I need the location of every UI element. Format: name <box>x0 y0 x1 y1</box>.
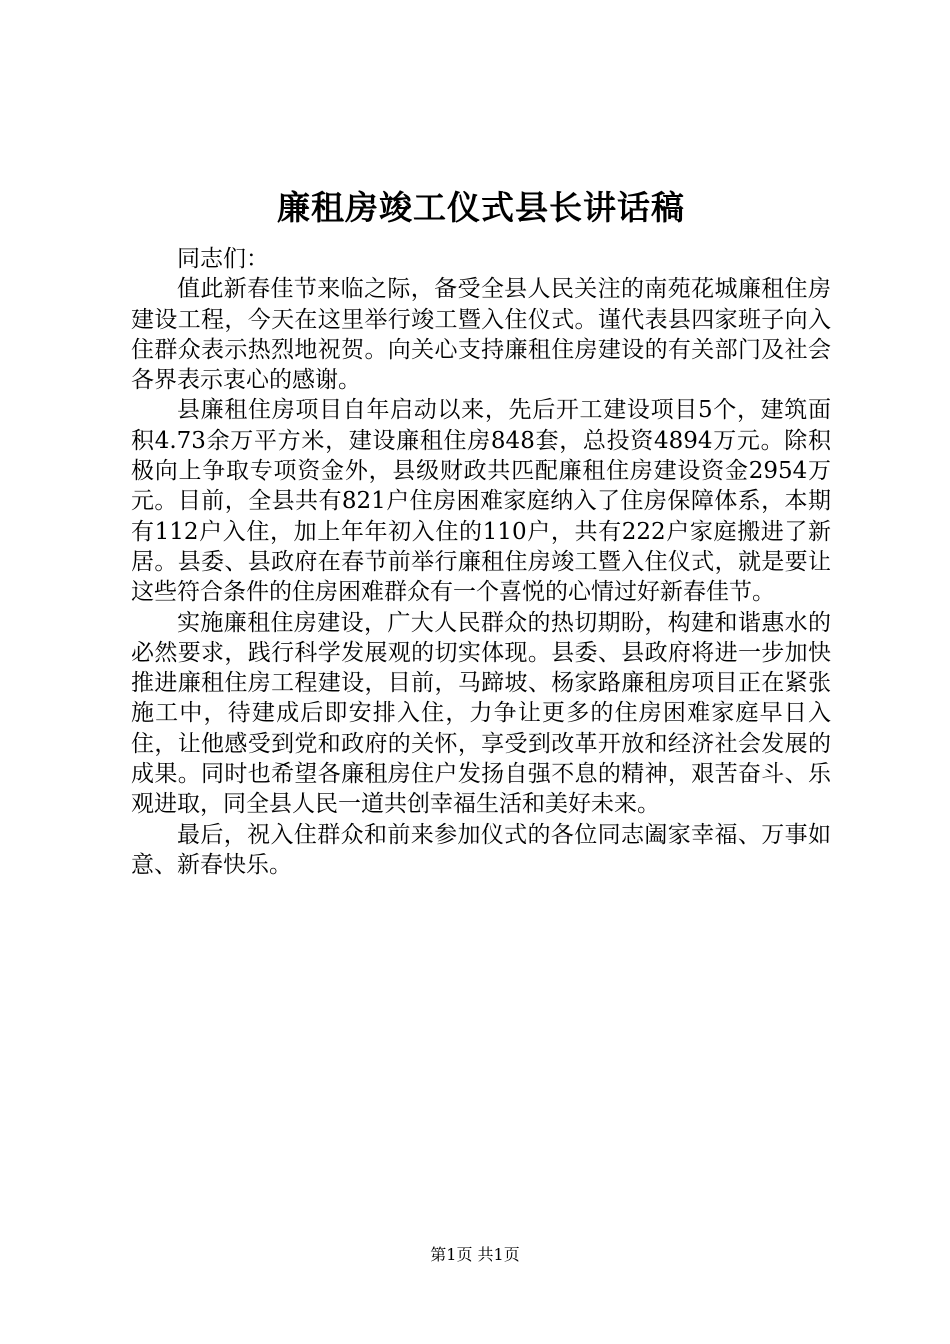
document-body <box>131 180 831 880</box>
paragraph-3: 实施廉租住房建设，广大人民群众的热切期盼，构建和谐惠水的必然要求，践行科学发展观的切实体现。县委、县政府将进一步加快推进廉租住房工程建设，目前，马蹄坡、杨家路廉租房项目正在紧张施工中，待建成后即安排入住，力争让更多的住房困难家庭早日入住，让他感受到党和政府的关怀，享受到改革开放和经济社会发展的成果。同时也希望各廉租房住户发扬自强不息的精神，艰苦奋斗、乐观进取，同全县人民一道共创幸福生活和美好未来。 <box>131 609 831 818</box>
page-footer: 第1页 共1页 <box>430 1245 520 1264</box>
salutation: 同志们： <box>177 246 269 272</box>
paragraph-2: 县廉租住房项目自年启动以来，先后开工建设项目5个，建筑面积4.73余万平方米，建设廉租住房848套，总投资4894万元。除积极向上争取专项资金外，县级财政共匹配廉租住房建设资金2954万元。目前，全县共有821户住房困难家庭纳入了住房保障体系，本期有112户入住，加上年年初入住的110户，共有222户家庭搬进了新居。县委、县政府在春节前举行廉租住房竣工暨入住仪式，就是要让这些符合条件的住房困难群众有一个喜悦的心情过好新春佳节。 <box>131 397 831 606</box>
paragraph-4: 最后，祝入住群众和前来参加仪式的各位同志阖家幸福、万事如意、新春快乐。 <box>131 821 831 878</box>
paragraph-1: 值此新春佳节来临之际，备受全县人民关注的南苑花城廉租住房建设工程，今天在这里举行竣工暨入住仪式。谨代表县四家班子向入住群众表示热烈地祝贺。向关心支持廉租住房建设的有关部门及社会各界表示衷心的感谢。 <box>131 276 831 394</box>
page-title: 廉租房竣工仪式县长讲话稿 <box>277 188 685 227</box>
